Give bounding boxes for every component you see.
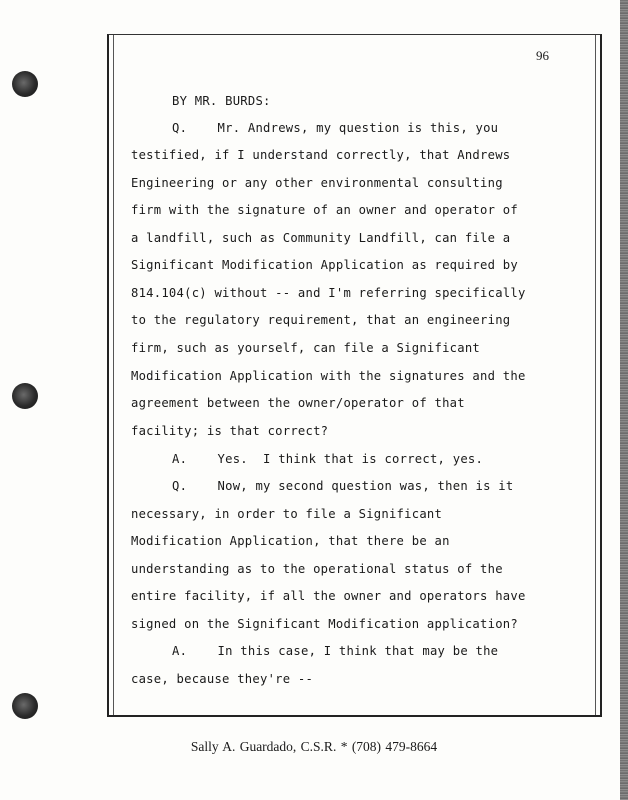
- transcript-line: A. Yes. I think that is correct, yes.: [172, 452, 484, 466]
- binder-hole-top: [12, 71, 38, 97]
- transcript-line: testified, if I understand correctly, that Andrews: [131, 148, 511, 162]
- transcript-line: Q. Mr. Andrews, my question is this, you: [172, 121, 499, 135]
- transcript-line: signed on the Significant Modification application?: [131, 617, 518, 631]
- transcript-line: Q. Now, my second question was, then is it: [172, 479, 514, 493]
- transcript-line: BY MR. BURDS:: [172, 94, 271, 108]
- reporter-footer: Sally A. Guardado, C.S.R. * (708) 479-8664: [190, 739, 438, 754]
- transcript-line: firm with the signature of an owner and operator of: [131, 203, 518, 217]
- binder-hole-bottom: [12, 693, 38, 719]
- transcript-line: Significant Modification Application as required by: [131, 258, 518, 272]
- transcript-line: Engineering or any other environmental consulting: [131, 176, 503, 190]
- transcript-line: a landfill, such as Community Landfill, can file a: [131, 231, 511, 245]
- page-number: 96: [536, 48, 549, 63]
- transcript-line: Modification Application, that there be an: [131, 534, 450, 548]
- transcript-line: necessary, in order to file a Significant: [131, 507, 443, 521]
- transcript-line: A. In this case, I think that may be the: [172, 644, 499, 658]
- page-edge: [620, 0, 628, 800]
- transcript-line: agreement between the owner/operator of that: [131, 396, 465, 410]
- transcript-line: case, because they're --: [131, 672, 314, 686]
- transcript-line: Modification Application with the signatures and the: [131, 369, 526, 383]
- transcript-line: understanding as to the operational status of the: [131, 562, 503, 576]
- transcript-line: facility; is that correct?: [131, 424, 329, 438]
- binder-hole-middle: [12, 383, 38, 409]
- transcript-line: 814.104(c) without -- and I'm referring specifically: [131, 286, 526, 300]
- transcript-line: to the regulatory requirement, that an engineering: [131, 313, 511, 327]
- transcript-line: firm, such as yourself, can file a Significant: [131, 341, 481, 355]
- transcript-line: entire facility, if all the owner and operators have: [131, 589, 526, 603]
